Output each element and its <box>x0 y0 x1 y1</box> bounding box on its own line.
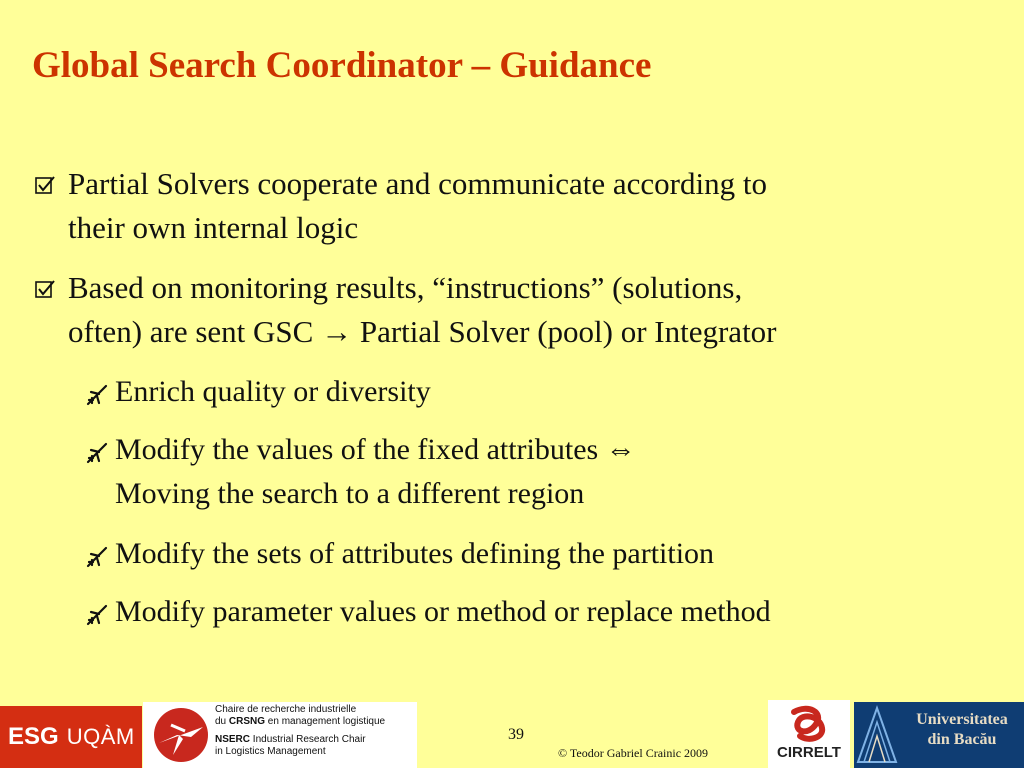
nserc-line: in Logistics Management <box>215 746 326 757</box>
bullet-line: often) are sent GSC → Partial Solver (pool) or Integrator <box>68 314 777 349</box>
page-number: 39 <box>508 726 524 743</box>
copyright: © Teodor Gabriel Crainic 2009 <box>558 746 709 760</box>
subbullet-line: Modify parameter values or method or replace method <box>115 595 771 628</box>
crsng-line-suffix: en management logistique <box>265 716 386 727</box>
subbullet-line: Enrich quality or diversity <box>115 375 431 408</box>
crsng-text <box>215 704 385 758</box>
subbullet-line: Modify the values of the fixed attributes ⇔ <box>115 433 636 466</box>
subbullet-line: Moving the search to a different region <box>115 477 585 510</box>
checkbox-bullet-icon <box>34 175 56 197</box>
university-bacau-logo <box>854 702 1024 768</box>
cirrelt-logo <box>768 700 850 768</box>
crsng-logo-block <box>143 702 417 768</box>
subbullet-line: Modify the sets of attributes defining the partition <box>115 537 715 570</box>
bullet-line: their own internal logic <box>68 210 359 245</box>
bullet-line: Partial Solvers cooperate and communicate according to <box>68 166 767 201</box>
airplane-bullet-icon <box>86 442 108 464</box>
nserc-bold: NSERC <box>215 734 251 745</box>
university-text <box>900 710 1024 750</box>
bullet-line: Based on monitoring results, “instructions” (solutions, <box>68 270 743 305</box>
crsng-circle-logo-icon <box>151 705 211 765</box>
crsng-bold: CRSNG <box>228 716 266 727</box>
crsng-line-prefix: du <box>215 716 229 727</box>
nserc-line <box>215 734 385 746</box>
crsng-line <box>215 716 385 728</box>
checkbox-bullet-icon <box>34 279 56 301</box>
university-line: Universitatea <box>916 711 1008 728</box>
airplane-bullet-icon <box>86 384 108 406</box>
nserc-line-suffix: Industrial Research Chair <box>250 734 366 745</box>
uqam-logo-text: UQÀM <box>66 724 135 749</box>
esg-logo-text: ESG <box>8 723 59 750</box>
airplane-bullet-icon <box>86 546 108 568</box>
cirrelt-text: CIRRELT <box>777 744 841 761</box>
airplane-bullet-icon <box>86 604 108 626</box>
slide-title: Global Search Coordinator – Guidance <box>32 45 652 86</box>
university-crest-icon <box>854 702 900 768</box>
crsng-line: Chaire de recherche industrielle <box>215 704 357 715</box>
esg-uqam-logo <box>0 706 142 768</box>
cirrelt-knot-icon <box>768 702 850 746</box>
university-line: din Bacău <box>927 731 997 748</box>
